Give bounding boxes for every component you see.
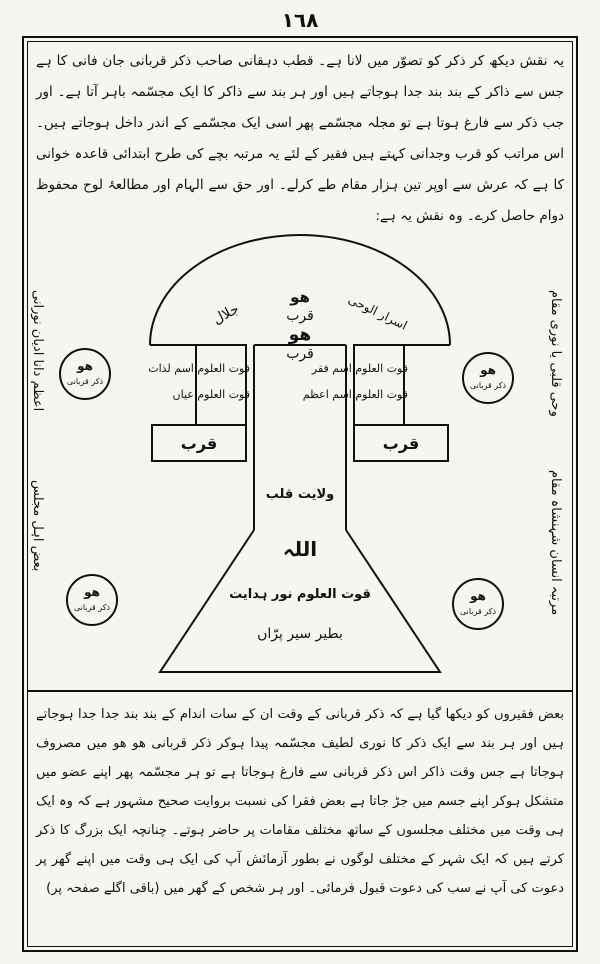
dome-right-arc: اسرار الوحی	[346, 292, 410, 333]
left-column-line-2: قوت العلوم عیاں	[172, 388, 250, 401]
right-vertical-lower: مرتبہ انسان شہنشاہ مقام	[548, 470, 563, 616]
right-pillar	[354, 345, 404, 425]
top-paragraph: یہ نقش دیکھ کر ذکر کو تصوّر میں لانا ہے۔ قطب دہقانی صاحب ذکر قربانی جان فانی کا ہے جس سے ذاکر کے بند بند جدا ہوجاتے ہیں اور ہر بند سے ذاکر کا ایک مجسّمہ باہر آتا ہے۔ اور جب ذکر سے فارغ ہوتا ہے تو مجلہ مجسّمے پھر اسی ایک مجسّمے کے اندر داخل ہوجاتے ہیں۔ اس مراتب کو قرب وجدانی کہتے ہیں فقیر کے لئے یہ مرتبہ بچے کی طرح ابتدائی قاعدہ خوانی کا ہے کہ عرش سے اوپر تین ہزار مقام طے کرلے۔ اور حق سے الہام اور مطالعۂ لوح محفوظ دوام حاصل کرے۔ وہ نقش یہ ہے:	[36, 53, 564, 224]
center-line-1: ولایت قلب	[265, 487, 335, 502]
page-number: ١٦٨	[281, 8, 319, 32]
seal-top-left	[60, 349, 110, 399]
center-line-4: بطیر سیر پرّاں	[257, 626, 343, 642]
svg-text:ذکر قربانی: ذکر قربانی	[66, 377, 104, 386]
left-box-label: قرب	[180, 434, 218, 453]
seal-bottom-left	[67, 575, 117, 625]
right-column-line-2: قوت العلوم اسم اعظم	[302, 388, 408, 401]
section-divider	[27, 690, 573, 692]
svg-text:ھو: ھو	[480, 363, 496, 377]
left-column-line-1: قوت العلوم اسم لذات	[148, 362, 250, 375]
svg-text:ذکر قربانی: ذکر قربانی	[459, 607, 497, 616]
center-line-3: قوت العلوم نور ہدایت	[229, 587, 371, 602]
dome-top-1: ھو	[290, 288, 310, 306]
seal-bottom-right	[453, 579, 503, 629]
right-column-line-1: قوت العلوم اسم فقر	[311, 362, 408, 375]
bottom-paragraph: بعض فقیروں کو دیکھا گیا ہے کہ ذکر قربانی کے وقت ان کے سات اندام کے بند بند جدا جدا ہوجاتے ہیں اور ہر بند سے ایک ذکر کا نوری لطیف مجسّمہ پیدا ہوکر ذکر قربانی ھو ھو میں مصروف ہوجاتا ہے جس وقت ذاکر اس ذکر قربانی سے فارغ ہوجاتا ہے تو ہر مجسّمہ پھر اپنے عضو میں متشکل ہوکر اپنے جسم میں جڑ جاتا ہے بعض فقرا کی نسبت بروایت صحیح مشہور ہے کہ وہ ایک ہی وقت میں مختلف مجلسوں کے ساتھ مختلف مقامات پر حاضر ہوتے۔ چنانچہ ایک بزرگ کا ذکر کرتے ہیں کہ ایک شہر کے مختلف لوگوں نے بطور آزمائش آپ کی ایک ہی وقت میں اپنے گھر پر دعوت کی آپ نے سب کی دعوت قبول فرمائی۔ اور ہر شخص کے گھر میں (باقی اگلے صفحہ پر)	[36, 707, 564, 896]
svg-text:ھو: ھو	[77, 359, 93, 373]
dome-top-2: قرب	[286, 308, 314, 324]
right-box-label: قرب	[382, 434, 420, 453]
dome-left-arc: جلال	[210, 301, 242, 328]
right-vertical-upper: وحی قلبی یا نوری مقام	[548, 290, 563, 417]
svg-text:ذکر قربانی: ذکر قربانی	[469, 381, 507, 390]
left-pillar	[196, 345, 246, 425]
svg-text:ذکر قربانی: ذکر قربانی	[73, 603, 111, 612]
seal-top-right	[463, 353, 513, 403]
center-line-2: اللہ	[282, 537, 318, 561]
left-vertical-lower: بعض اہل مجلس	[30, 480, 45, 572]
svg-text:ھو: ھو	[84, 585, 100, 599]
left-vertical-upper: اعظم دانا ادیان نورانی	[30, 290, 45, 412]
dome-top-4: قرب	[286, 346, 314, 362]
dome-top-3: ھو	[288, 325, 312, 345]
svg-text:ھو: ھو	[470, 589, 486, 603]
